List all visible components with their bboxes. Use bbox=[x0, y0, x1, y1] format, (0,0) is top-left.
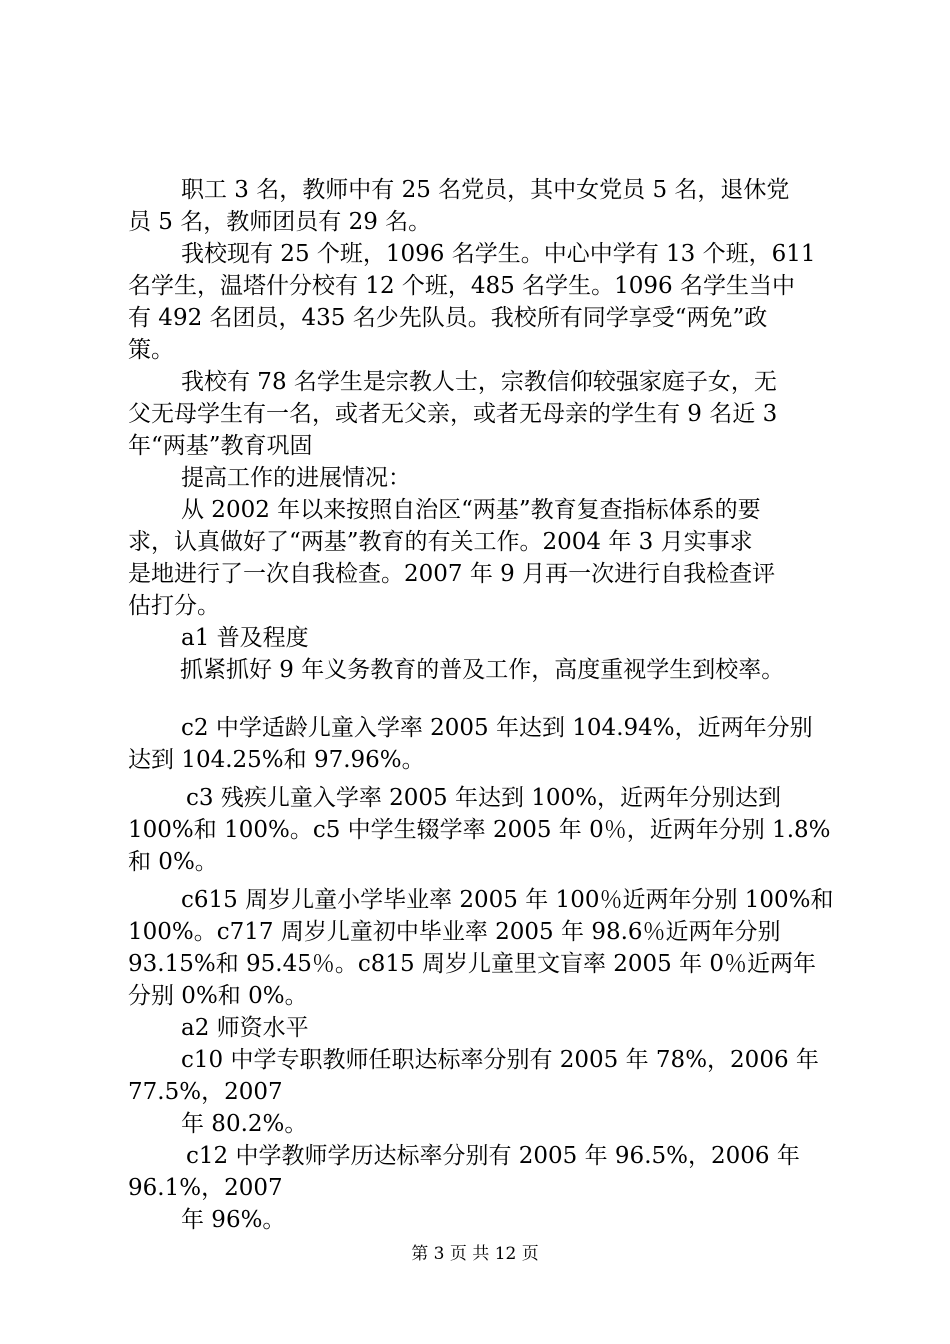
text-line: 策。 bbox=[128, 337, 174, 363]
text-line: 和 0%。 bbox=[128, 849, 218, 875]
text-line: 100%和 100%。c5 中学生辍学率 2005 年 0％，近两年分别 1.8% bbox=[128, 817, 831, 843]
text-line: 分别 0%和 0%。 bbox=[128, 983, 308, 1009]
text-line: 93.15%和 95.45％。c815 周岁儿童里文盲率 2005 年 0％近两年 bbox=[128, 951, 817, 977]
text-line: 抓紧抓好 9 年义务教育的普及工作，高度重视学生到校率。 bbox=[180, 657, 785, 683]
text-line: 年“两基”教育巩固 bbox=[128, 433, 313, 459]
text-line: 父无母学生有一名，或者无父亲，或者无母亲的学生有 9 名近 3 bbox=[128, 401, 778, 427]
text-line: 我校有 78 名学生是宗教人士，宗教信仰较强家庭子女，无 bbox=[181, 369, 777, 395]
section-heading: a1 普及程度 bbox=[181, 625, 309, 651]
text-line: 是地进行了一次自我检查。2007 年 9 月再一次进行自我检查评 bbox=[128, 561, 776, 587]
text-line: 我校现有 25 个班，1096 名学生。中心中学有 13 个班，611 bbox=[181, 241, 816, 267]
text-line: 估打分。 bbox=[128, 593, 220, 619]
text-line: c615 周岁儿童小学毕业率 2005 年 100％近两年分别 100%和 bbox=[181, 887, 834, 913]
text-line: 96.1%，2007 bbox=[128, 1175, 283, 1201]
text-line: 77.5%，2007 bbox=[128, 1079, 283, 1105]
text-line: 有 492 名团员，435 名少先队员。我校所有同学享受“两免”政 bbox=[128, 305, 768, 331]
section-heading: a2 师资水平 bbox=[181, 1015, 309, 1041]
text-line: c12 中学教师学历达标率分别有 2005 年 96.5%，2006 年 bbox=[186, 1143, 800, 1169]
text-line: 名学生，温塔什分校有 12 个班，485 名学生。1096 名学生当中 bbox=[128, 273, 795, 299]
text-line: 100%。c717 周岁儿童初中毕业率 2005 年 98.6％近两年分别 bbox=[128, 919, 781, 945]
text-line: c10 中学专职教师任职达标率分别有 2005 年 78%，2006 年 bbox=[181, 1047, 819, 1073]
document-body bbox=[128, 174, 848, 1236]
text-line: 年 80.2%。 bbox=[181, 1111, 308, 1137]
text-line: 求，认真做好了“两基”教育的有关工作。2004 年 3 月实事求 bbox=[128, 529, 753, 555]
text-line: 从 2002 年以来按照自治区“两基”教育复查指标体系的要 bbox=[181, 497, 761, 523]
text-line: 达到 104.25%和 97.96%。 bbox=[128, 747, 425, 773]
page-footer: 第 3 页 共 12 页 bbox=[411, 1244, 539, 1264]
blank-line bbox=[128, 686, 848, 712]
text-line: 年 96%。 bbox=[181, 1207, 286, 1233]
text-line: 员 5 名，教师团员有 29 名。 bbox=[128, 209, 432, 235]
text-line: 提高工作的进展情况： bbox=[181, 465, 411, 491]
text-line: c2 中学适龄儿童入学率 2005 年达到 104.94%，近两年分别 bbox=[181, 715, 813, 741]
text-line: c3 残疾儿童入学率 2005 年达到 100%，近两年分别达到 bbox=[186, 785, 782, 811]
text-line: 职工 3 名，教师中有 25 名党员，其中女党员 5 名，退休党 bbox=[181, 177, 790, 203]
